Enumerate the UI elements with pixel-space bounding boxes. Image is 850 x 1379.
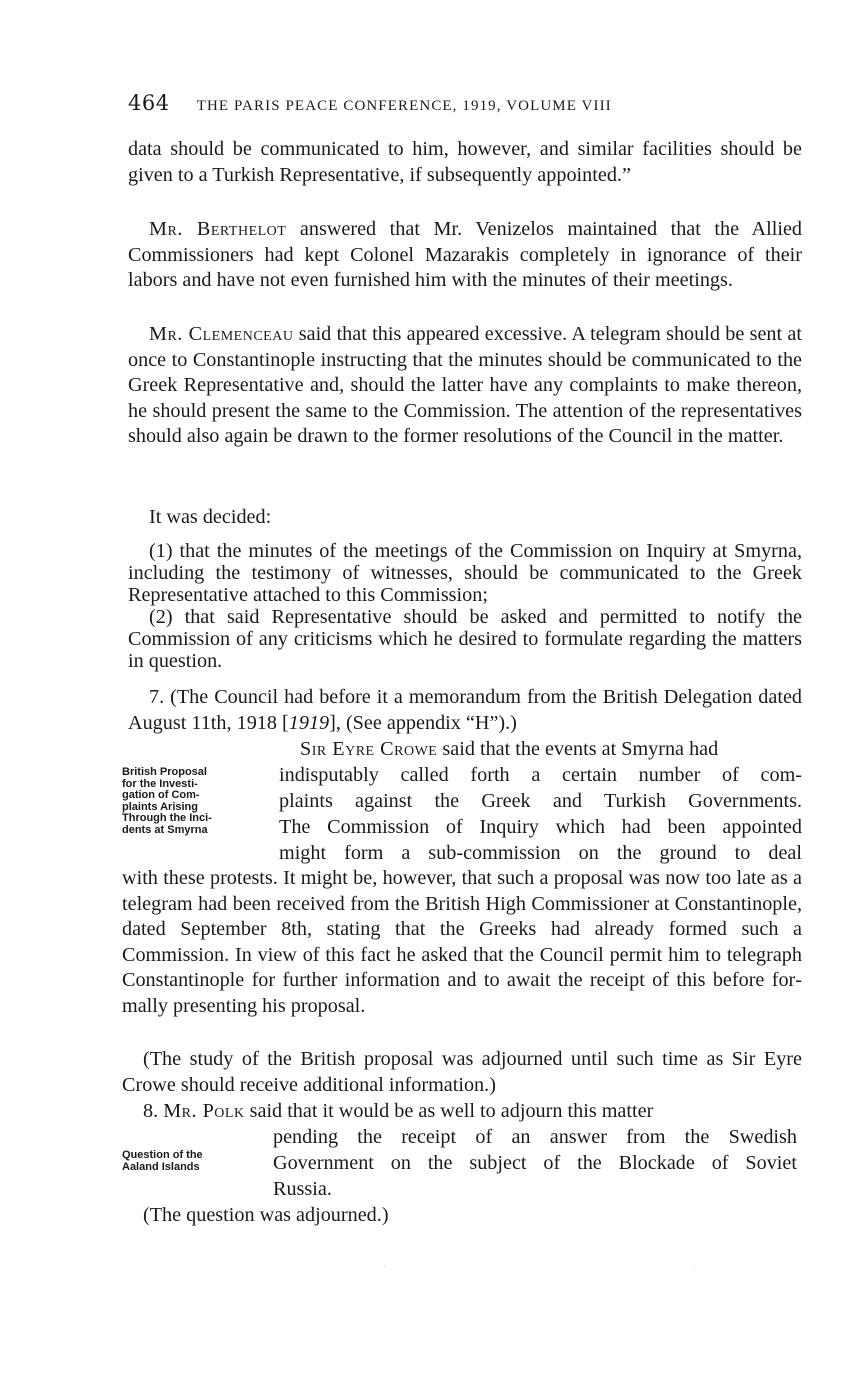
decision-text: (1) that the minutes of the meetings of the Commission on Inquiry at Smyrna, including the testimony of witnesses, should be communicated to the Greek Representative attached to this Commission; (128, 540, 802, 606)
running-title: THE PARIS PEACE CONFERENCE, 1919, VOLUME VIII (196, 98, 612, 114)
paragraph-clemenceau (128, 322, 802, 450)
item-8-line-4: Russia. (273, 1178, 332, 1200)
margin-note-line: plaints Arising (122, 800, 198, 813)
decision-intro: It was decided: (149, 506, 272, 528)
page-header (128, 91, 808, 121)
margin-note-line: for the Investi- (122, 777, 198, 790)
wrapped-line-3: plaints against the Greek and Turkish Governments. (279, 790, 802, 812)
item-7-intro (128, 685, 802, 736)
wrapped-line-5: might form a sub-commission on the ground to deal (279, 842, 802, 864)
margin-note-line: Through the Inci- (122, 812, 212, 824)
item-8-line-3: Government on the subject of the Blockade of Soviet (273, 1152, 797, 1174)
intro-text: 7. (The Council had before it a memorandum from the British Delegation dated August 11th, 1918 [ (128, 686, 802, 734)
paragraph-text: data should be communicated to him, however, and similar facilities should be given to a Turkish Representative, if subsequently appointed.” (128, 138, 802, 186)
item-7-continuation: with these protests. It might be, however, that such a proposal was now too late as a telegram had been received from the British High Commissioner at Constantinople, dated September 8th, stating that the Greeks had already formed such a Commission. In view of this fact he asked that the Council permit him to telegraph Constantinople for further information and to await the receipt of this before formally presenting his proposal. (122, 867, 802, 1017)
item-8-line-1 (143, 1099, 802, 1125)
decision-text: (2) that said Representative should be asked and permitted to notify the Commission of any criticisms which he desired to formulate regarding the matters in question. (128, 606, 802, 672)
page-speck (384, 1266, 385, 1267)
margin-note-british-proposal (122, 767, 272, 836)
wrapped-line-4: The Commission of Inquiry which had been appointed (279, 816, 802, 838)
corrected-year: 1919 (288, 711, 330, 734)
speaker-name: Sir Eyre Crowe (300, 738, 438, 760)
margin-note-line: Question of the (122, 1149, 203, 1161)
paragraph-text: answered that Mr. Venizelos maintained that the Allied Commissioners had kept Colonel Mazarakis completely in ignorance of their labors and have not even furnished him with the minutes of their meetings. (128, 218, 803, 291)
wrapped-text: said that the events at Smyrna had (437, 738, 719, 760)
page-number: 464 (128, 91, 170, 115)
item-number: 8. (143, 1100, 159, 1122)
margin-note-aaland-islands (122, 1150, 272, 1173)
paragraph-continuation (128, 137, 802, 188)
paragraph-text: said that this appeared excessive. A telegram should be sent at once to Constantinople instructing that the minutes should be communicated to the Greek Representative and, should the latter have any complaints to make thereon, he should present the same to the Commission. The attention of the representatives should also again be drawn to the former resolutions of the Council in the matter. (128, 323, 802, 447)
decision-item-2 (128, 606, 802, 672)
item-8-line-2: pending the receipt of an answer from the Swedish (273, 1126, 797, 1148)
speaker-name: Mr. Berthelot (149, 218, 287, 240)
margin-note-line: gation of Com- (122, 789, 200, 801)
margin-note-line: dents at Smyrna (122, 823, 208, 836)
page-speck (694, 1266, 695, 1267)
item-8-outcome: (The question was adjourned.) (143, 1204, 389, 1226)
paragraph-berthelot (128, 217, 802, 294)
wrapped-line-1 (300, 737, 802, 763)
intro-text-end: ], (See appendix “H”).) (329, 711, 517, 734)
item-7-outcome: (The study of the British proposal was adjourned until such time as Sir Eyre Crowe should receive additional information.) (122, 1048, 802, 1096)
margin-note-line: Aaland Islands (122, 1160, 200, 1173)
margin-note-line: British Proposal (122, 766, 207, 778)
wrapped-line-2: indisputably called forth a certain number of com- (279, 764, 802, 786)
decision-item-1 (128, 540, 802, 606)
speaker-name: Mr. Clemenceau (149, 323, 294, 345)
speaker-name: Mr. Polk (163, 1100, 245, 1122)
wrapped-text: said that it would be as well to adjourn this matter (244, 1100, 654, 1122)
